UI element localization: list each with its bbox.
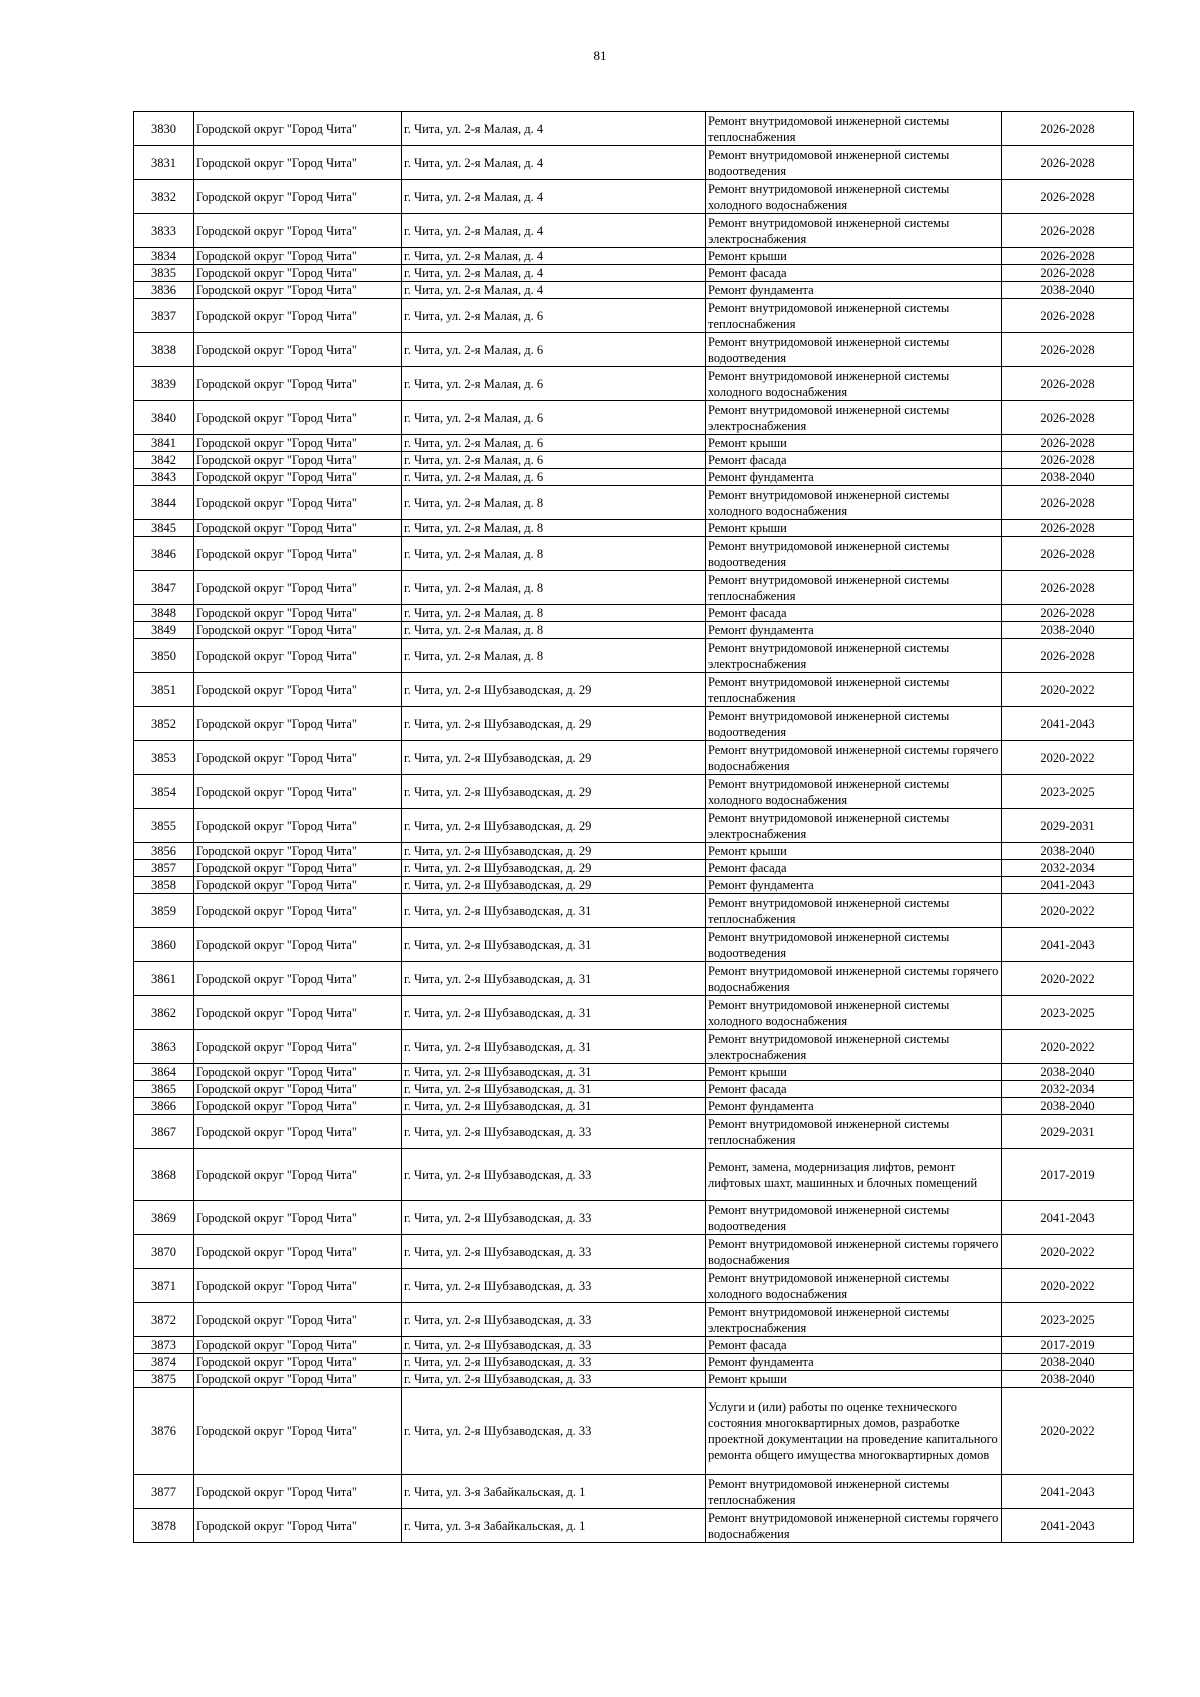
row-number-cell: 3840 bbox=[134, 401, 194, 435]
address-cell: г. Чита, ул. 2-я Малая, д. 8 bbox=[402, 605, 706, 622]
period-cell: 2026-2028 bbox=[1002, 265, 1134, 282]
table-row bbox=[134, 1064, 1134, 1081]
municipality-cell: Городской округ "Город Чита" bbox=[194, 1354, 402, 1371]
work-type-cell: Ремонт внутридомовой инженерной системы горячего водоснабжения bbox=[706, 741, 1002, 775]
address-cell: г. Чита, ул. 2-я Малая, д. 6 bbox=[402, 452, 706, 469]
municipality-cell: Городской округ "Город Чита" bbox=[194, 996, 402, 1030]
work-type-cell: Ремонт внутридомовой инженерной системы холодного водоснабжения bbox=[706, 180, 1002, 214]
period-cell: 2029-2031 bbox=[1002, 809, 1134, 843]
table-row bbox=[134, 1235, 1134, 1269]
period-cell: 2017-2019 bbox=[1002, 1337, 1134, 1354]
period-cell: 2026-2028 bbox=[1002, 401, 1134, 435]
address-cell: г. Чита, ул. 2-я Малая, д. 4 bbox=[402, 112, 706, 146]
municipality-cell: Городской округ "Город Чита" bbox=[194, 537, 402, 571]
row-number-cell: 3854 bbox=[134, 775, 194, 809]
table-row bbox=[134, 112, 1134, 146]
address-cell: г. Чита, ул. 2-я Шубзаводская, д. 31 bbox=[402, 894, 706, 928]
table-row bbox=[134, 299, 1134, 333]
address-cell: г. Чита, ул. 2-я Малая, д. 4 bbox=[402, 146, 706, 180]
municipality-cell: Городской округ "Город Чита" bbox=[194, 860, 402, 877]
period-cell: 2017-2019 bbox=[1002, 1149, 1134, 1201]
row-number-cell: 3877 bbox=[134, 1475, 194, 1509]
address-cell: г. Чита, ул. 3-я Забайкальская, д. 1 bbox=[402, 1509, 706, 1543]
row-number-cell: 3873 bbox=[134, 1337, 194, 1354]
work-type-cell: Ремонт крыши bbox=[706, 435, 1002, 452]
work-type-cell: Ремонт внутридомовой инженерной системы электроснабжения bbox=[706, 639, 1002, 673]
address-cell: г. Чита, ул. 2-я Шубзаводская, д. 29 bbox=[402, 809, 706, 843]
table-row bbox=[134, 1030, 1134, 1064]
municipality-cell: Городской округ "Город Чита" bbox=[194, 1337, 402, 1354]
work-type-cell: Ремонт фундамента bbox=[706, 622, 1002, 639]
table-row bbox=[134, 741, 1134, 775]
work-type-cell: Ремонт внутридомовой инженерной системы горячего водоснабжения bbox=[706, 1235, 1002, 1269]
address-cell: г. Чита, ул. 2-я Шубзаводская, д. 31 bbox=[402, 1098, 706, 1115]
municipality-cell: Городской округ "Город Чита" bbox=[194, 1098, 402, 1115]
address-cell: г. Чита, ул. 2-я Малая, д. 8 bbox=[402, 639, 706, 673]
table-row bbox=[134, 1201, 1134, 1235]
table-row bbox=[134, 1388, 1134, 1475]
address-cell: г. Чита, ул. 2-я Малая, д. 8 bbox=[402, 622, 706, 639]
period-cell: 2026-2028 bbox=[1002, 112, 1134, 146]
row-number-cell: 3874 bbox=[134, 1354, 194, 1371]
period-cell: 2032-2034 bbox=[1002, 860, 1134, 877]
table-row bbox=[134, 775, 1134, 809]
period-cell: 2038-2040 bbox=[1002, 469, 1134, 486]
period-cell: 2038-2040 bbox=[1002, 622, 1134, 639]
municipality-cell: Городской округ "Город Чита" bbox=[194, 282, 402, 299]
row-number-cell: 3859 bbox=[134, 894, 194, 928]
work-type-cell: Ремонт фундамента bbox=[706, 1354, 1002, 1371]
table-row bbox=[134, 1098, 1134, 1115]
period-cell: 2032-2034 bbox=[1002, 1081, 1134, 1098]
table-row bbox=[134, 367, 1134, 401]
work-type-cell: Ремонт внутридомовой инженерной системы электроснабжения bbox=[706, 1030, 1002, 1064]
work-type-cell: Ремонт внутридомовой инженерной системы теплоснабжения bbox=[706, 112, 1002, 146]
municipality-cell: Городской округ "Город Чита" bbox=[194, 146, 402, 180]
table-row bbox=[134, 605, 1134, 622]
row-number-cell: 3837 bbox=[134, 299, 194, 333]
address-cell: г. Чита, ул. 2-я Шубзаводская, д. 33 bbox=[402, 1269, 706, 1303]
municipality-cell: Городской округ "Город Чита" bbox=[194, 571, 402, 605]
table-row bbox=[134, 1269, 1134, 1303]
work-type-cell: Ремонт внутридомовой инженерной системы теплоснабжения bbox=[706, 571, 1002, 605]
period-cell: 2038-2040 bbox=[1002, 843, 1134, 860]
work-type-cell: Ремонт внутридомовой инженерной системы теплоснабжения bbox=[706, 1475, 1002, 1509]
page-number: 81 bbox=[593, 48, 607, 63]
work-type-cell: Ремонт крыши bbox=[706, 520, 1002, 537]
table-row bbox=[134, 469, 1134, 486]
work-type-cell: Ремонт внутридомовой инженерной системы теплоснабжения bbox=[706, 894, 1002, 928]
table-row bbox=[134, 1475, 1134, 1509]
work-type-cell: Ремонт внутридомовой инженерной системы теплоснабжения bbox=[706, 673, 1002, 707]
municipality-cell: Городской округ "Город Чита" bbox=[194, 894, 402, 928]
row-number-cell: 3835 bbox=[134, 265, 194, 282]
address-cell: г. Чита, ул. 2-я Малая, д. 8 bbox=[402, 520, 706, 537]
row-number-cell: 3864 bbox=[134, 1064, 194, 1081]
municipality-cell: Городской округ "Город Чита" bbox=[194, 673, 402, 707]
work-type-cell: Ремонт фасада bbox=[706, 1081, 1002, 1098]
table-row bbox=[134, 248, 1134, 265]
row-number-cell: 3852 bbox=[134, 707, 194, 741]
work-type-cell: Ремонт фасада bbox=[706, 1337, 1002, 1354]
period-cell: 2029-2031 bbox=[1002, 1115, 1134, 1149]
work-type-cell: Ремонт крыши bbox=[706, 1064, 1002, 1081]
address-cell: г. Чита, ул. 2-я Шубзаводская, д. 29 bbox=[402, 741, 706, 775]
table-row bbox=[134, 860, 1134, 877]
period-cell: 2041-2043 bbox=[1002, 877, 1134, 894]
address-cell: г. Чита, ул. 2-я Шубзаводская, д. 33 bbox=[402, 1388, 706, 1475]
table-row bbox=[134, 962, 1134, 996]
table-row bbox=[134, 486, 1134, 520]
row-number-cell: 3867 bbox=[134, 1115, 194, 1149]
row-number-cell: 3848 bbox=[134, 605, 194, 622]
table-row bbox=[134, 809, 1134, 843]
table-row bbox=[134, 707, 1134, 741]
municipality-cell: Городской округ "Город Чита" bbox=[194, 1030, 402, 1064]
municipality-cell: Городской округ "Город Чита" bbox=[194, 112, 402, 146]
address-cell: г. Чита, ул. 2-я Малая, д. 8 bbox=[402, 571, 706, 605]
work-type-cell: Ремонт фасада bbox=[706, 265, 1002, 282]
municipality-cell: Городской округ "Город Чита" bbox=[194, 1081, 402, 1098]
row-number-cell: 3862 bbox=[134, 996, 194, 1030]
work-type-cell: Ремонт внутридомовой инженерной системы водоотведения bbox=[706, 1201, 1002, 1235]
row-number-cell: 3870 bbox=[134, 1235, 194, 1269]
period-cell: 2038-2040 bbox=[1002, 1354, 1134, 1371]
table-row bbox=[134, 571, 1134, 605]
address-cell: г. Чита, ул. 2-я Шубзаводская, д. 33 bbox=[402, 1303, 706, 1337]
period-cell: 2020-2022 bbox=[1002, 1235, 1134, 1269]
address-cell: г. Чита, ул. 2-я Шубзаводская, д. 33 bbox=[402, 1149, 706, 1201]
row-number-cell: 3845 bbox=[134, 520, 194, 537]
address-cell: г. Чита, ул. 2-я Малая, д. 4 bbox=[402, 265, 706, 282]
municipality-cell: Городской округ "Город Чита" bbox=[194, 639, 402, 673]
municipality-cell: Городской округ "Город Чита" bbox=[194, 1509, 402, 1543]
address-cell: г. Чита, ул. 2-я Малая, д. 4 bbox=[402, 180, 706, 214]
municipality-cell: Городской округ "Город Чита" bbox=[194, 520, 402, 537]
municipality-cell: Городской округ "Город Чита" bbox=[194, 1475, 402, 1509]
table-row bbox=[134, 1337, 1134, 1354]
municipality-cell: Городской округ "Город Чита" bbox=[194, 401, 402, 435]
work-type-cell: Ремонт внутридомовой инженерной системы водоотведения bbox=[706, 333, 1002, 367]
work-type-cell: Ремонт внутридомовой инженерной системы холодного водоснабжения bbox=[706, 1269, 1002, 1303]
period-cell: 2041-2043 bbox=[1002, 707, 1134, 741]
period-cell: 2026-2028 bbox=[1002, 214, 1134, 248]
address-cell: г. Чита, ул. 2-я Малая, д. 4 bbox=[402, 214, 706, 248]
municipality-cell: Городской округ "Город Чита" bbox=[194, 248, 402, 265]
table-row bbox=[134, 282, 1134, 299]
address-cell: г. Чита, ул. 2-я Малая, д. 6 bbox=[402, 401, 706, 435]
period-cell: 2041-2043 bbox=[1002, 928, 1134, 962]
address-cell: г. Чита, ул. 2-я Шубзаводская, д. 31 bbox=[402, 1081, 706, 1098]
table-row bbox=[134, 214, 1134, 248]
municipality-cell: Городской округ "Город Чита" bbox=[194, 333, 402, 367]
period-cell: 2041-2043 bbox=[1002, 1201, 1134, 1235]
table-row bbox=[134, 877, 1134, 894]
period-cell: 2026-2028 bbox=[1002, 639, 1134, 673]
address-cell: г. Чита, ул. 2-я Малая, д. 6 bbox=[402, 299, 706, 333]
municipality-cell: Городской округ "Город Чита" bbox=[194, 622, 402, 639]
municipality-cell: Городской округ "Город Чита" bbox=[194, 435, 402, 452]
municipality-cell: Городской округ "Город Чита" bbox=[194, 367, 402, 401]
work-type-cell: Ремонт, замена, модернизация лифтов, ремонт лифтовых шахт, машинных и блочных помещений bbox=[706, 1149, 1002, 1201]
municipality-cell: Городской округ "Город Чита" bbox=[194, 299, 402, 333]
table-row bbox=[134, 265, 1134, 282]
period-cell: 2026-2028 bbox=[1002, 146, 1134, 180]
row-number-cell: 3853 bbox=[134, 741, 194, 775]
table-row bbox=[134, 452, 1134, 469]
work-type-cell: Ремонт внутридомовой инженерной системы горячего водоснабжения bbox=[706, 962, 1002, 996]
municipality-cell: Городской округ "Город Чита" bbox=[194, 1235, 402, 1269]
work-type-cell: Ремонт внутридомовой инженерной системы водоотведения bbox=[706, 537, 1002, 571]
address-cell: г. Чита, ул. 2-я Шубзаводская, д. 31 bbox=[402, 1064, 706, 1081]
address-cell: г. Чита, ул. 2-я Малая, д. 6 bbox=[402, 469, 706, 486]
row-number-cell: 3861 bbox=[134, 962, 194, 996]
address-cell: г. Чита, ул. 2-я Шубзаводская, д. 29 bbox=[402, 843, 706, 860]
period-cell: 2038-2040 bbox=[1002, 282, 1134, 299]
work-type-cell: Ремонт внутридомовой инженерной системы водоотведения bbox=[706, 146, 1002, 180]
municipality-cell: Городской округ "Город Чита" bbox=[194, 1388, 402, 1475]
work-type-cell: Ремонт крыши bbox=[706, 1371, 1002, 1388]
address-cell: г. Чита, ул. 2-я Шубзаводская, д. 29 bbox=[402, 860, 706, 877]
period-cell: 2026-2028 bbox=[1002, 537, 1134, 571]
municipality-cell: Городской округ "Город Чита" bbox=[194, 452, 402, 469]
period-cell: 2020-2022 bbox=[1002, 673, 1134, 707]
municipality-cell: Городской округ "Город Чита" bbox=[194, 809, 402, 843]
work-type-cell: Ремонт внутридомовой инженерной системы холодного водоснабжения bbox=[706, 367, 1002, 401]
municipality-cell: Городской округ "Город Чита" bbox=[194, 486, 402, 520]
work-type-cell: Ремонт фасада bbox=[706, 605, 1002, 622]
row-number-cell: 3871 bbox=[134, 1269, 194, 1303]
row-number-cell: 3856 bbox=[134, 843, 194, 860]
period-cell: 2026-2028 bbox=[1002, 520, 1134, 537]
address-cell: г. Чита, ул. 2-я Малая, д. 4 bbox=[402, 248, 706, 265]
row-number-cell: 3875 bbox=[134, 1371, 194, 1388]
row-number-cell: 3878 bbox=[134, 1509, 194, 1543]
row-number-cell: 3831 bbox=[134, 146, 194, 180]
municipality-cell: Городской округ "Город Чита" bbox=[194, 265, 402, 282]
period-cell: 2020-2022 bbox=[1002, 1388, 1134, 1475]
period-cell: 2026-2028 bbox=[1002, 605, 1134, 622]
address-cell: г. Чита, ул. 2-я Шубзаводская, д. 31 bbox=[402, 1030, 706, 1064]
municipality-cell: Городской округ "Город Чита" bbox=[194, 843, 402, 860]
period-cell: 2020-2022 bbox=[1002, 741, 1134, 775]
municipality-cell: Городской округ "Город Чита" bbox=[194, 1115, 402, 1149]
row-number-cell: 3833 bbox=[134, 214, 194, 248]
work-type-cell: Ремонт внутридомовой инженерной системы горячего водоснабжения bbox=[706, 1509, 1002, 1543]
period-cell: 2023-2025 bbox=[1002, 775, 1134, 809]
period-cell: 2026-2028 bbox=[1002, 486, 1134, 520]
municipality-cell: Городской округ "Город Чита" bbox=[194, 928, 402, 962]
municipality-cell: Городской округ "Город Чита" bbox=[194, 1303, 402, 1337]
period-cell: 2023-2025 bbox=[1002, 996, 1134, 1030]
municipality-cell: Городской округ "Город Чита" bbox=[194, 1269, 402, 1303]
address-cell: г. Чита, ул. 2-я Малая, д. 6 bbox=[402, 333, 706, 367]
period-cell: 2020-2022 bbox=[1002, 1030, 1134, 1064]
row-number-cell: 3872 bbox=[134, 1303, 194, 1337]
row-number-cell: 3846 bbox=[134, 537, 194, 571]
work-type-cell: Ремонт крыши bbox=[706, 248, 1002, 265]
address-cell: г. Чита, ул. 2-я Шубзаводская, д. 33 bbox=[402, 1201, 706, 1235]
address-cell: г. Чита, ул. 2-я Шубзаводская, д. 31 bbox=[402, 996, 706, 1030]
address-cell: г. Чита, ул. 2-я Шубзаводская, д. 33 bbox=[402, 1337, 706, 1354]
row-number-cell: 3860 bbox=[134, 928, 194, 962]
row-number-cell: 3855 bbox=[134, 809, 194, 843]
municipality-cell: Городской округ "Город Чита" bbox=[194, 877, 402, 894]
row-number-cell: 3866 bbox=[134, 1098, 194, 1115]
row-number-cell: 3869 bbox=[134, 1201, 194, 1235]
period-cell: 2026-2028 bbox=[1002, 299, 1134, 333]
work-type-cell: Ремонт внутридомовой инженерной системы электроснабжения bbox=[706, 214, 1002, 248]
row-number-cell: 3865 bbox=[134, 1081, 194, 1098]
row-number-cell: 3868 bbox=[134, 1149, 194, 1201]
municipality-cell: Городской округ "Город Чита" bbox=[194, 1064, 402, 1081]
municipality-cell: Городской округ "Город Чита" bbox=[194, 1371, 402, 1388]
period-cell: 2038-2040 bbox=[1002, 1371, 1134, 1388]
row-number-cell: 3830 bbox=[134, 112, 194, 146]
municipality-cell: Городской округ "Город Чита" bbox=[194, 469, 402, 486]
row-number-cell: 3851 bbox=[134, 673, 194, 707]
work-type-cell: Ремонт внутридомовой инженерной системы холодного водоснабжения bbox=[706, 996, 1002, 1030]
row-number-cell: 3843 bbox=[134, 469, 194, 486]
municipality-cell: Городской округ "Город Чита" bbox=[194, 775, 402, 809]
municipality-cell: Городской округ "Город Чита" bbox=[194, 180, 402, 214]
period-cell: 2041-2043 bbox=[1002, 1475, 1134, 1509]
work-type-cell: Услуги и (или) работы по оценке технического состояния многоквартирных домов, разработке проектной документации на проведение капитального ремонта общего имущества многоквартирных домов bbox=[706, 1388, 1002, 1475]
address-cell: г. Чита, ул. 2-я Малая, д. 6 bbox=[402, 367, 706, 401]
address-cell: г. Чита, ул. 2-я Малая, д. 8 bbox=[402, 537, 706, 571]
period-cell: 2026-2028 bbox=[1002, 435, 1134, 452]
row-number-cell: 3832 bbox=[134, 180, 194, 214]
row-number-cell: 3836 bbox=[134, 282, 194, 299]
table-row bbox=[134, 537, 1134, 571]
table-row bbox=[134, 1149, 1134, 1201]
table-row bbox=[134, 401, 1134, 435]
period-cell: 2038-2040 bbox=[1002, 1064, 1134, 1081]
address-cell: г. Чита, ул. 2-я Шубзаводская, д. 33 bbox=[402, 1354, 706, 1371]
address-cell: г. Чита, ул. 3-я Забайкальская, д. 1 bbox=[402, 1475, 706, 1509]
municipality-cell: Городской округ "Город Чита" bbox=[194, 1201, 402, 1235]
work-type-cell: Ремонт фундамента bbox=[706, 469, 1002, 486]
work-type-cell: Ремонт фасада bbox=[706, 860, 1002, 877]
municipality-cell: Городской округ "Город Чита" bbox=[194, 962, 402, 996]
address-cell: г. Чита, ул. 2-я Шубзаводская, д. 29 bbox=[402, 673, 706, 707]
table-row bbox=[134, 180, 1134, 214]
work-type-cell: Ремонт внутридомовой инженерной системы водоотведения bbox=[706, 707, 1002, 741]
work-type-cell: Ремонт внутридомовой инженерной системы водоотведения bbox=[706, 928, 1002, 962]
table-row bbox=[134, 1354, 1134, 1371]
table-row bbox=[134, 435, 1134, 452]
row-number-cell: 3863 bbox=[134, 1030, 194, 1064]
period-cell: 2026-2028 bbox=[1002, 367, 1134, 401]
row-number-cell: 3841 bbox=[134, 435, 194, 452]
row-number-cell: 3857 bbox=[134, 860, 194, 877]
table-row bbox=[134, 928, 1134, 962]
table-row bbox=[134, 843, 1134, 860]
work-type-cell: Ремонт внутридомовой инженерной системы теплоснабжения bbox=[706, 1115, 1002, 1149]
work-type-cell: Ремонт внутридомовой инженерной системы электроснабжения bbox=[706, 1303, 1002, 1337]
table-row bbox=[134, 622, 1134, 639]
address-cell: г. Чита, ул. 2-я Шубзаводская, д. 33 bbox=[402, 1235, 706, 1269]
municipality-cell: Городской округ "Город Чита" bbox=[194, 605, 402, 622]
table-row bbox=[134, 673, 1134, 707]
address-cell: г. Чита, ул. 2-я Шубзаводская, д. 29 bbox=[402, 707, 706, 741]
row-number-cell: 3839 bbox=[134, 367, 194, 401]
table-body bbox=[134, 112, 1134, 1543]
period-cell: 2026-2028 bbox=[1002, 571, 1134, 605]
address-cell: г. Чита, ул. 2-я Шубзаводская, д. 31 bbox=[402, 962, 706, 996]
table-row bbox=[134, 639, 1134, 673]
municipality-cell: Городской округ "Город Чита" bbox=[194, 707, 402, 741]
work-type-cell: Ремонт внутридомовой инженерной системы теплоснабжения bbox=[706, 299, 1002, 333]
row-number-cell: 3844 bbox=[134, 486, 194, 520]
work-type-cell: Ремонт внутридомовой инженерной системы холодного водоснабжения bbox=[706, 486, 1002, 520]
row-number-cell: 3858 bbox=[134, 877, 194, 894]
period-cell: 2026-2028 bbox=[1002, 248, 1134, 265]
period-cell: 2020-2022 bbox=[1002, 894, 1134, 928]
repair-schedule-table bbox=[133, 111, 1134, 1543]
row-number-cell: 3838 bbox=[134, 333, 194, 367]
work-type-cell: Ремонт внутридомовой инженерной системы электроснабжения bbox=[706, 809, 1002, 843]
table-row bbox=[134, 894, 1134, 928]
row-number-cell: 3876 bbox=[134, 1388, 194, 1475]
address-cell: г. Чита, ул. 2-я Шубзаводская, д. 31 bbox=[402, 928, 706, 962]
address-cell: г. Чита, ул. 2-я Шубзаводская, д. 29 bbox=[402, 775, 706, 809]
work-type-cell: Ремонт фундамента bbox=[706, 1098, 1002, 1115]
work-type-cell: Ремонт внутридомовой инженерной системы холодного водоснабжения bbox=[706, 775, 1002, 809]
work-type-cell: Ремонт фундамента bbox=[706, 282, 1002, 299]
table-row bbox=[134, 1081, 1134, 1098]
table-row bbox=[134, 1371, 1134, 1388]
period-cell: 2020-2022 bbox=[1002, 1269, 1134, 1303]
address-cell: г. Чита, ул. 2-я Малая, д. 4 bbox=[402, 282, 706, 299]
period-cell: 2026-2028 bbox=[1002, 333, 1134, 367]
period-cell: 2020-2022 bbox=[1002, 962, 1134, 996]
period-cell: 2038-2040 bbox=[1002, 1098, 1134, 1115]
work-type-cell: Ремонт фасада bbox=[706, 452, 1002, 469]
table-row bbox=[134, 1509, 1134, 1543]
period-cell: 2026-2028 bbox=[1002, 452, 1134, 469]
period-cell: 2041-2043 bbox=[1002, 1509, 1134, 1543]
municipality-cell: Городской округ "Город Чита" bbox=[194, 1149, 402, 1201]
table-row bbox=[134, 996, 1134, 1030]
table-row bbox=[134, 333, 1134, 367]
row-number-cell: 3850 bbox=[134, 639, 194, 673]
period-cell: 2023-2025 bbox=[1002, 1303, 1134, 1337]
address-cell: г. Чита, ул. 2-я Малая, д. 6 bbox=[402, 435, 706, 452]
address-cell: г. Чита, ул. 2-я Малая, д. 8 bbox=[402, 486, 706, 520]
table-row bbox=[134, 1303, 1134, 1337]
row-number-cell: 3849 bbox=[134, 622, 194, 639]
table-row bbox=[134, 520, 1134, 537]
address-cell: г. Чита, ул. 2-я Шубзаводская, д. 33 bbox=[402, 1371, 706, 1388]
work-type-cell: Ремонт крыши bbox=[706, 843, 1002, 860]
table-row bbox=[134, 146, 1134, 180]
row-number-cell: 3847 bbox=[134, 571, 194, 605]
work-type-cell: Ремонт внутридомовой инженерной системы электроснабжения bbox=[706, 401, 1002, 435]
address-cell: г. Чита, ул. 2-я Шубзаводская, д. 33 bbox=[402, 1115, 706, 1149]
table-row bbox=[134, 1115, 1134, 1149]
municipality-cell: Городской округ "Город Чита" bbox=[194, 741, 402, 775]
municipality-cell: Городской округ "Город Чита" bbox=[194, 214, 402, 248]
work-type-cell: Ремонт фундамента bbox=[706, 877, 1002, 894]
period-cell: 2026-2028 bbox=[1002, 180, 1134, 214]
row-number-cell: 3842 bbox=[134, 452, 194, 469]
address-cell: г. Чита, ул. 2-я Шубзаводская, д. 29 bbox=[402, 877, 706, 894]
row-number-cell: 3834 bbox=[134, 248, 194, 265]
